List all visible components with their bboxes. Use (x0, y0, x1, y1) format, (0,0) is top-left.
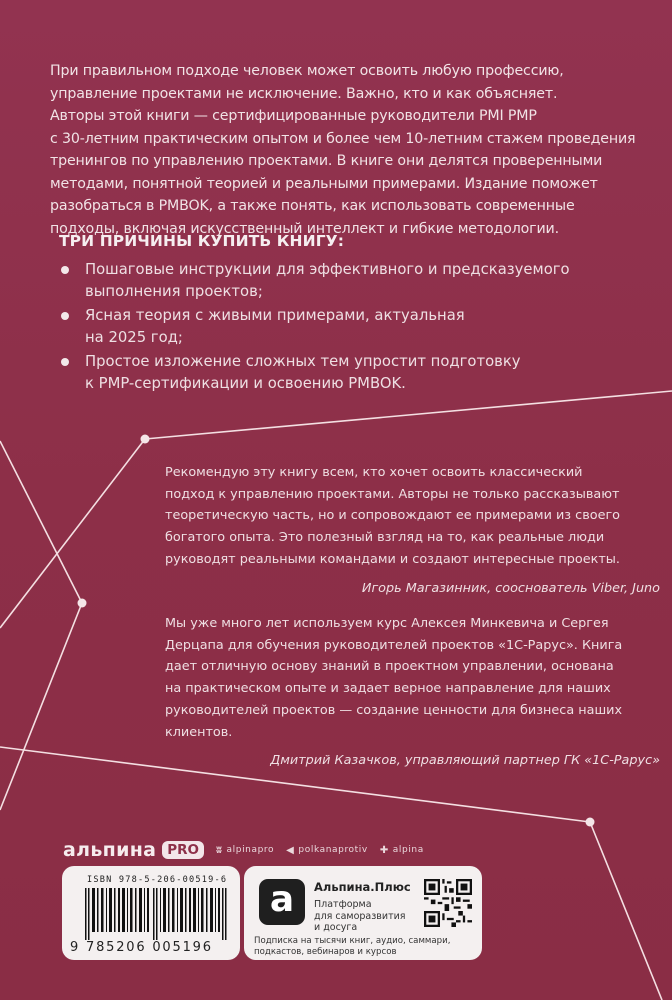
description-line: разобраться в PMBOK, а также понять, как использовать современные (50, 198, 575, 214)
odnoklassniki-icon: ✚ (379, 844, 389, 856)
isbn-barcode-card (62, 866, 240, 960)
testimonial-line: богатого опыта. Это полезный взгляд на то, как реальные люди (165, 530, 605, 546)
testimonial-author: Игорь Магазинник, сооснователь Viber, Juno (361, 580, 660, 596)
reason-item: Ясная теория с живыми примерами, актуальная на 2025 год; (59, 305, 659, 348)
isbn-number: ISBN 978-5-206-00519-6 (87, 875, 228, 885)
bullet-icon (61, 312, 69, 320)
alpina-plus-title: Альпина.Плюс (314, 880, 411, 894)
testimonial-line: руководят реальными командами и создают интересные проекты. (165, 551, 620, 567)
testimonial-line: теоретическую часть, но и сопровождают ее примерами из своего (165, 508, 620, 524)
description-line: подходы, включая искусственный интеллект и гибкие методологии. (50, 220, 559, 237)
publisher-logo: альпина (63, 839, 157, 861)
testimonial-line: Рекомендую эту книгу всем, кто хочет освоить классический (165, 465, 583, 480)
alpina-app-icon: a (259, 879, 305, 925)
pro-badge: PRO (162, 841, 204, 859)
social-telegram[interactable]: ◀ polkanaprotiv (286, 844, 368, 856)
reasons-list (59, 259, 659, 397)
description-line: с 30-летним практическим опытом и более чем 10-летним стажем проведения (50, 130, 636, 147)
bullet-icon (61, 266, 69, 274)
description-line: Авторы этой книги — сертифицированные руководители PMI PMP (50, 108, 537, 124)
testimonial-line: руководителей проектов — создание ценности для бизнеса наших (165, 702, 623, 718)
testimonial-line: Мы уже много лет используем курс Алексея Минкевича и Сергея (165, 616, 609, 631)
testimonial-line: Дерцапа для обучения руководителей проектов «1С-Рарус». Книга (165, 637, 623, 653)
social-vk[interactable]: ʬ alpinapro (216, 844, 275, 856)
testimonial-author: Дмитрий Казачков, управляющий партнер ГК «1С-Рарус» (270, 753, 660, 769)
description-line: тренингов по управлению проектами. В книге они делятся проверенными (50, 153, 603, 169)
testimonial-2 (165, 613, 660, 772)
alpina-plus-card (244, 866, 482, 960)
testimonial-1 (165, 462, 660, 599)
testimonial-line: дает отличную основу знаний в проектном управлении, основана (165, 659, 614, 675)
reasons-heading: ТРИ ПРИЧИНЫ КУПИТЬ КНИГУ: (59, 232, 345, 250)
description-line: управление проектами не исключение. Важно, кто и как объясняет. (50, 85, 558, 102)
alpina-plus-subtitle: Платформа для саморазвития и досуга (314, 899, 406, 933)
testimonial-line: на практическом опыте и задает верное направление для наших (165, 681, 611, 697)
publisher-brand (63, 839, 436, 861)
qr-code-icon[interactable] (424, 879, 472, 927)
ean-digits: 9 785206 005196 (70, 940, 213, 955)
telegram-icon: ◀ (286, 844, 295, 856)
testimonial-line: клиентов. (165, 724, 233, 740)
vk-icon: ʬ (216, 844, 223, 856)
reason-item: Пошаговые инструкции для эффективного и предсказуемого выполнения проектов; (59, 259, 659, 302)
social-odnoklassniki[interactable]: ✚ alpina (379, 844, 424, 856)
alpina-plus-description: Подписка на тысячи книг, аудио, саммари, подкастов, вебинаров и курсов (254, 936, 451, 957)
barcode-icon (85, 888, 227, 940)
book-description (50, 60, 670, 240)
bullet-icon (61, 358, 69, 366)
reason-item: Простое изложение сложных тем упростит подготовку к PMP-сертификации и освоению PMBOK. (59, 351, 659, 394)
testimonial-line: подход к управлению проектами. Авторы не только рассказывают (165, 486, 620, 502)
description-line: При правильном подходе человек может освоить любую профессию, (50, 63, 564, 79)
description-line: методами, понятной теорией и реальными примерами. Издание поможет (50, 175, 598, 192)
social-links (216, 845, 436, 856)
